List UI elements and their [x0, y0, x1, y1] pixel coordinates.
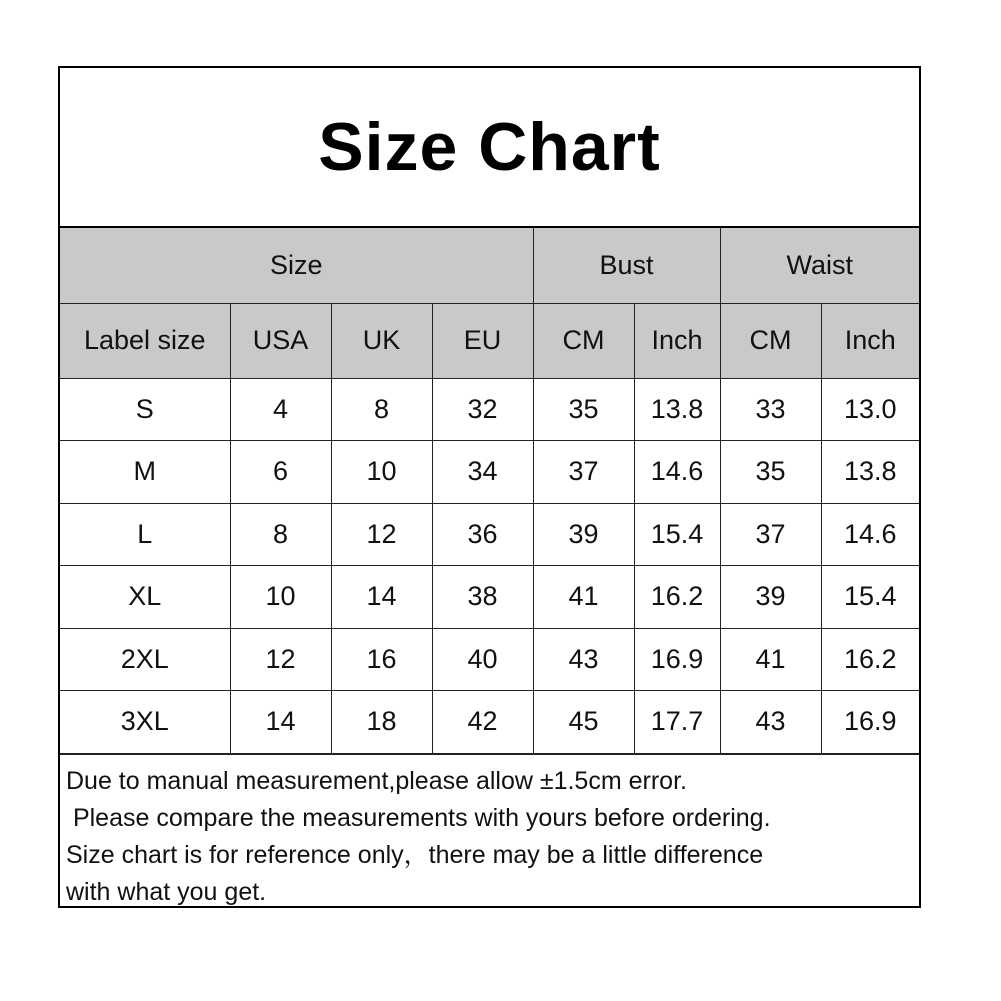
- table-row: [60, 691, 919, 754]
- table-cell: L: [60, 503, 230, 566]
- table-cell: 42: [432, 691, 533, 754]
- table-cell: 45: [533, 691, 634, 754]
- table-cell: 17.7: [634, 691, 720, 754]
- table-cell: 36: [432, 503, 533, 566]
- column-header-uk: UK: [331, 303, 432, 378]
- size-chart-frame: [58, 66, 921, 908]
- note-line: Due to manual measurement,please allow ±1.5cm error.: [66, 766, 687, 795]
- table-cell: 35: [533, 378, 634, 441]
- table-cell: 13.8: [821, 441, 919, 504]
- table-cell: 3XL: [60, 691, 230, 754]
- page-title: Size Chart: [318, 109, 661, 185]
- column-header-eu: EU: [432, 303, 533, 378]
- size-table: [60, 228, 919, 754]
- table-cell: 2XL: [60, 628, 230, 691]
- title-box: [60, 68, 919, 228]
- table-cell: 6: [230, 441, 331, 504]
- table-cell: 13.0: [821, 378, 919, 441]
- table-cell: 14.6: [821, 503, 919, 566]
- table-row: [60, 441, 919, 504]
- group-header-bust: Bust: [533, 228, 720, 303]
- group-header-size: Size: [60, 228, 533, 303]
- column-header-usa: USA: [230, 303, 331, 378]
- column-header-bust-cm: CM: [533, 303, 634, 378]
- table-cell: S: [60, 378, 230, 441]
- table-cell: 39: [720, 566, 821, 629]
- table-cell: 14: [230, 691, 331, 754]
- table-cell: 4: [230, 378, 331, 441]
- column-header-label-size: Label size: [60, 303, 230, 378]
- table-row: [60, 503, 919, 566]
- table-cell: 41: [533, 566, 634, 629]
- table-cell: 35: [720, 441, 821, 504]
- table-cell: 15.4: [821, 566, 919, 629]
- table-cell: 10: [230, 566, 331, 629]
- column-header-waist-inch: Inch: [821, 303, 919, 378]
- table-cell: 43: [720, 691, 821, 754]
- column-header-waist-cm: CM: [720, 303, 821, 378]
- table-cell: 33: [720, 378, 821, 441]
- table-cell: 41: [720, 628, 821, 691]
- table-cell: M: [60, 441, 230, 504]
- note-line: Size chart is for reference only，there may be a little difference: [66, 840, 764, 869]
- note-line: with what you get.: [66, 877, 267, 906]
- column-header-row: [60, 303, 919, 378]
- table-cell: 39: [533, 503, 634, 566]
- table-cell: 37: [533, 441, 634, 504]
- table-cell: 15.4: [634, 503, 720, 566]
- group-header-row: [60, 228, 919, 303]
- group-header-waist: Waist: [720, 228, 919, 303]
- table-cell: 38: [432, 566, 533, 629]
- table-cell: 43: [533, 628, 634, 691]
- table-cell: XL: [60, 566, 230, 629]
- table-cell: 14.6: [634, 441, 720, 504]
- table-cell: 12: [230, 628, 331, 691]
- table-row: [60, 628, 919, 691]
- measurement-note: [60, 754, 919, 915]
- table-cell: 40: [432, 628, 533, 691]
- column-header-bust-inch: Inch: [634, 303, 720, 378]
- table-cell: 8: [230, 503, 331, 566]
- table-cell: 18: [331, 691, 432, 754]
- table-cell: 12: [331, 503, 432, 566]
- table-cell: 34: [432, 441, 533, 504]
- table-cell: 8: [331, 378, 432, 441]
- table-cell: 14: [331, 566, 432, 629]
- table-cell: 16: [331, 628, 432, 691]
- table-row: [60, 566, 919, 629]
- note-line: Please compare the measurements with yours before ordering.: [66, 803, 771, 832]
- table-cell: 16.9: [634, 628, 720, 691]
- table-row: [60, 378, 919, 441]
- table-cell: 16.2: [821, 628, 919, 691]
- table-cell: 13.8: [634, 378, 720, 441]
- table-cell: 16.2: [634, 566, 720, 629]
- table-cell: 16.9: [821, 691, 919, 754]
- table-cell: 37: [720, 503, 821, 566]
- table-cell: 32: [432, 378, 533, 441]
- table-cell: 10: [331, 441, 432, 504]
